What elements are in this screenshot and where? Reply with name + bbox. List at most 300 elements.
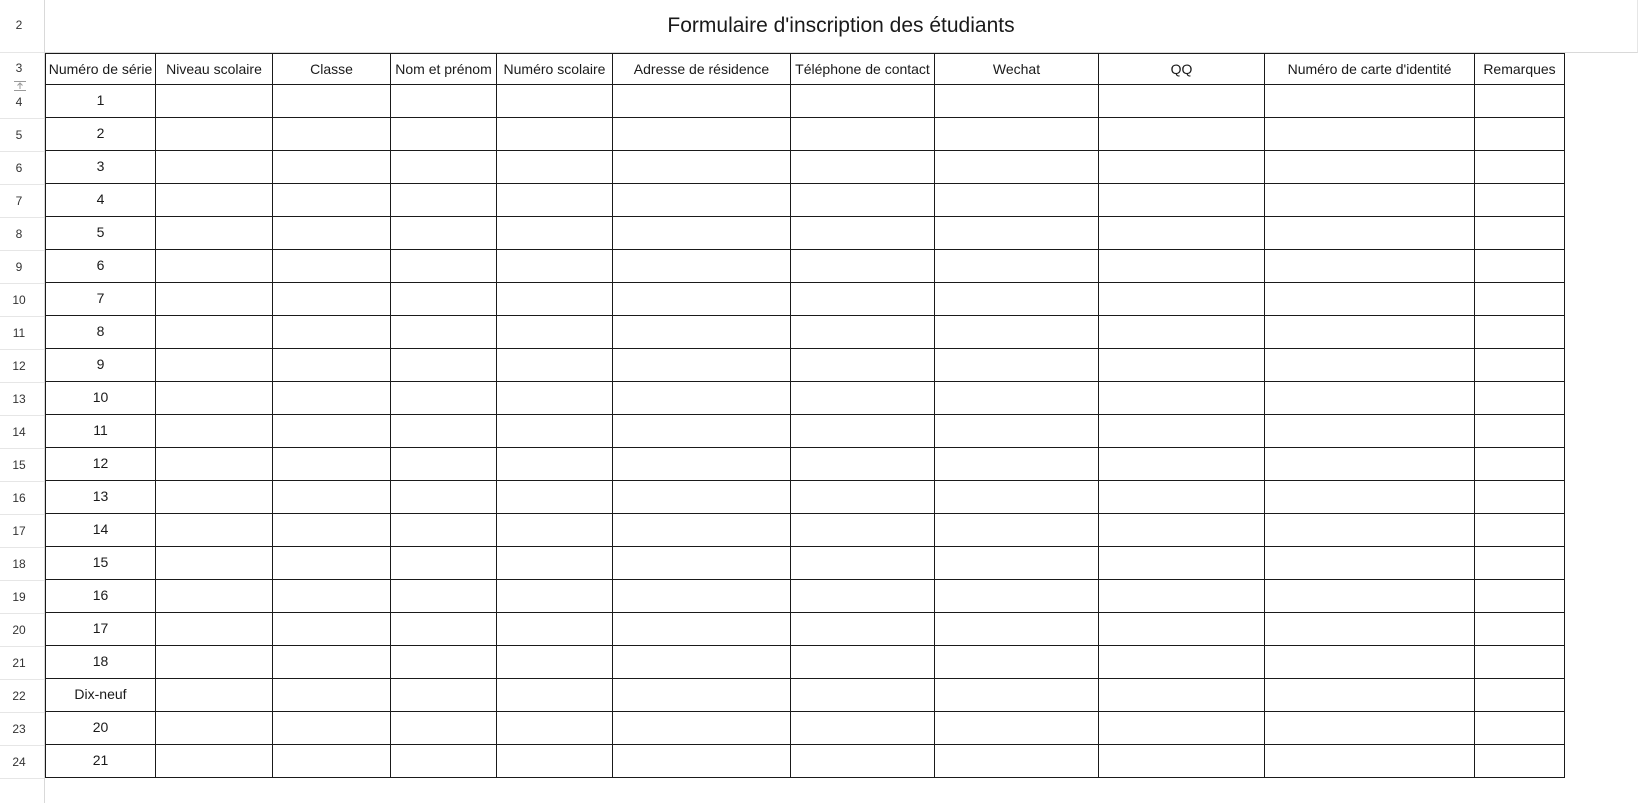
serial-number: 1: [96, 92, 105, 108]
serial-number-cell[interactable]: [45, 679, 156, 712]
table-cell[interactable]: [791, 481, 935, 514]
table-cell[interactable]: [156, 547, 273, 580]
serial-number: Dix-neuf: [74, 686, 127, 702]
table-cell[interactable]: [273, 514, 391, 547]
column-header-label: Numéro scolaire: [503, 61, 606, 77]
row-number[interactable]: 13: [12, 391, 26, 406]
row-number[interactable]: 6: [15, 160, 23, 175]
table-cell[interactable]: [391, 646, 497, 679]
table-cell[interactable]: [935, 613, 1099, 646]
table-cell[interactable]: [273, 613, 391, 646]
row-number[interactable]: 21: [12, 655, 26, 670]
table-cell[interactable]: [497, 151, 613, 184]
table-cell[interactable]: [273, 679, 391, 712]
table-cell[interactable]: [1265, 646, 1475, 679]
table-cell[interactable]: [497, 613, 613, 646]
table-cell[interactable]: [613, 481, 791, 514]
table-cell[interactable]: [391, 415, 497, 448]
table-cell[interactable]: [156, 316, 273, 349]
table-cell[interactable]: [935, 316, 1099, 349]
table-cell[interactable]: [613, 184, 791, 217]
table-cell[interactable]: [391, 184, 497, 217]
table-cell[interactable]: [1099, 481, 1265, 514]
column-header[interactable]: [45, 53, 156, 85]
table-cell[interactable]: [791, 613, 935, 646]
table-cell[interactable]: [1099, 448, 1265, 481]
row-number[interactable]: 9: [15, 259, 23, 274]
table-cell[interactable]: [391, 349, 497, 382]
column-header[interactable]: [791, 53, 935, 85]
table-cell[interactable]: [391, 712, 497, 745]
table-cell[interactable]: [497, 514, 613, 547]
table-cell[interactable]: [391, 481, 497, 514]
table-cell[interactable]: [497, 217, 613, 250]
table-cell[interactable]: [1475, 679, 1565, 712]
serial-number-cell[interactable]: [45, 580, 156, 613]
table-cell[interactable]: [391, 448, 497, 481]
table-cell[interactable]: [1099, 217, 1265, 250]
row-number[interactable]: 22: [12, 688, 26, 703]
table-cell[interactable]: [156, 514, 273, 547]
table-cell[interactable]: [273, 349, 391, 382]
sheet-title[interactable]: Formulaire d'inscription des étudiants: [667, 14, 1015, 37]
table-cell[interactable]: [497, 745, 613, 778]
table-cell[interactable]: [791, 745, 935, 778]
table-cell[interactable]: [791, 217, 935, 250]
table-cell[interactable]: [156, 415, 273, 448]
table-cell[interactable]: [156, 448, 273, 481]
row-number[interactable]: 2: [15, 18, 23, 32]
table-cell[interactable]: [935, 547, 1099, 580]
serial-number: 5: [96, 224, 105, 240]
table-cell[interactable]: [1475, 481, 1565, 514]
table-cell[interactable]: [935, 382, 1099, 415]
table-cell[interactable]: [1099, 646, 1265, 679]
row-number[interactable]: 7: [15, 193, 23, 208]
row-number[interactable]: 20: [12, 622, 26, 637]
table-cell[interactable]: [273, 415, 391, 448]
table-cell[interactable]: [273, 250, 391, 283]
serial-number-cell[interactable]: [45, 85, 156, 118]
table-cell[interactable]: [391, 679, 497, 712]
table-cell[interactable]: [791, 151, 935, 184]
serial-number-cell[interactable]: [45, 613, 156, 646]
column-header[interactable]: [497, 53, 613, 85]
table-cell[interactable]: [1475, 613, 1565, 646]
column-header[interactable]: [156, 53, 273, 85]
table-cell[interactable]: [791, 250, 935, 283]
serial-number: 20: [92, 719, 109, 735]
serial-number: 6: [96, 257, 105, 273]
table-cell[interactable]: [613, 448, 791, 481]
table-cell[interactable]: [613, 580, 791, 613]
serial-number: 13: [92, 488, 109, 504]
table-cell[interactable]: [1475, 283, 1565, 316]
gutter-divider: [0, 448, 44, 449]
table-cell[interactable]: [497, 481, 613, 514]
table-cell[interactable]: [497, 382, 613, 415]
table-cell[interactable]: [935, 118, 1099, 151]
gutter-divider: [0, 250, 44, 251]
table-cell[interactable]: [791, 283, 935, 316]
table-cell[interactable]: [273, 448, 391, 481]
gutter-divider: [0, 580, 44, 581]
table-cell[interactable]: [1099, 184, 1265, 217]
table-cell[interactable]: [497, 85, 613, 118]
row-number[interactable]: 19: [12, 589, 26, 604]
table-cell[interactable]: [156, 481, 273, 514]
table-cell[interactable]: [273, 118, 391, 151]
serial-number-cell[interactable]: [45, 745, 156, 778]
column-header[interactable]: [1265, 53, 1475, 85]
table-cell[interactable]: [497, 580, 613, 613]
table-cell[interactable]: [935, 217, 1099, 250]
serial-number-cell[interactable]: [45, 118, 156, 151]
table-cell[interactable]: [1475, 745, 1565, 778]
gutter-divider: [0, 217, 44, 218]
table-cell[interactable]: [1265, 382, 1475, 415]
table-cell[interactable]: [497, 118, 613, 151]
table-cell[interactable]: [1265, 349, 1475, 382]
table-cell[interactable]: [497, 646, 613, 679]
row-number[interactable]: 10: [12, 292, 26, 307]
row-number[interactable]: 8: [15, 226, 23, 241]
table-cell[interactable]: [391, 514, 497, 547]
column-header[interactable]: [935, 53, 1099, 85]
table-cell[interactable]: [613, 646, 791, 679]
table-cell[interactable]: [791, 448, 935, 481]
column-header-label: Classe: [310, 61, 353, 77]
table-cell[interactable]: [791, 184, 935, 217]
table-cell[interactable]: [273, 85, 391, 118]
serial-number-cell[interactable]: [45, 547, 156, 580]
row-number[interactable]: 18: [12, 556, 26, 571]
table-cell[interactable]: [391, 382, 497, 415]
table-cell[interactable]: [156, 118, 273, 151]
row-number[interactable]: 15: [12, 457, 26, 472]
table-cell[interactable]: [156, 283, 273, 316]
table-cell[interactable]: [613, 85, 791, 118]
table-cell[interactable]: [613, 382, 791, 415]
table-cell[interactable]: [791, 514, 935, 547]
table-cell[interactable]: [935, 283, 1099, 316]
gutter-divider: [0, 679, 44, 680]
table-cell[interactable]: [497, 547, 613, 580]
column-header[interactable]: [613, 53, 791, 85]
serial-number-cell[interactable]: [45, 184, 156, 217]
row-number[interactable]: 23: [12, 721, 26, 736]
serial-number: 16: [92, 587, 109, 603]
serial-number: 9: [96, 356, 105, 372]
column-header-label: Numéro de carte d'identité: [1287, 61, 1452, 77]
table-cell[interactable]: [1265, 250, 1475, 283]
table-cell[interactable]: [273, 283, 391, 316]
table-cell[interactable]: [156, 151, 273, 184]
table-cell[interactable]: [497, 250, 613, 283]
serial-number-cell[interactable]: [45, 217, 156, 250]
serial-number-cell[interactable]: [45, 349, 156, 382]
row-number[interactable]: 3: [15, 61, 23, 75]
table-cell[interactable]: [613, 217, 791, 250]
table-cell[interactable]: [1475, 184, 1565, 217]
table-cell[interactable]: [1265, 217, 1475, 250]
table-cell[interactable]: [391, 85, 497, 118]
table-cell[interactable]: [391, 217, 497, 250]
table-cell[interactable]: [1099, 151, 1265, 184]
gutter-divider: [0, 547, 44, 548]
table-cell[interactable]: [613, 712, 791, 745]
row-number[interactable]: 11: [12, 325, 26, 340]
serial-number: 3: [96, 158, 105, 174]
table-cell[interactable]: [613, 250, 791, 283]
table-cell[interactable]: [497, 349, 613, 382]
table-cell[interactable]: [935, 514, 1099, 547]
table-cell[interactable]: [1475, 646, 1565, 679]
table-cell[interactable]: [1099, 250, 1265, 283]
table-cell[interactable]: [1099, 85, 1265, 118]
table-cell[interactable]: [791, 118, 935, 151]
serial-number: 11: [93, 422, 108, 438]
freeze-rows-icon[interactable]: [13, 80, 27, 92]
gutter-divider: [0, 382, 44, 383]
table-cell[interactable]: [156, 349, 273, 382]
table-cell[interactable]: [935, 646, 1099, 679]
table-cell[interactable]: [1265, 547, 1475, 580]
table-cell[interactable]: [1475, 448, 1565, 481]
table-cell[interactable]: [1265, 184, 1475, 217]
table-cell[interactable]: [613, 316, 791, 349]
table-cell[interactable]: [791, 679, 935, 712]
table-cell[interactable]: [156, 217, 273, 250]
table-cell[interactable]: [273, 745, 391, 778]
table-cell[interactable]: [156, 646, 273, 679]
table-cell[interactable]: [1099, 514, 1265, 547]
table-cell[interactable]: [1265, 679, 1475, 712]
table-cell[interactable]: [935, 415, 1099, 448]
table-cell[interactable]: [1475, 316, 1565, 349]
serial-number-cell[interactable]: [45, 448, 156, 481]
gutter-divider: [0, 712, 44, 713]
table-cell[interactable]: [156, 382, 273, 415]
gutter-divider: [0, 283, 44, 284]
table-cell[interactable]: [1099, 415, 1265, 448]
table-cell[interactable]: [156, 580, 273, 613]
row-number[interactable]: 17: [12, 523, 26, 538]
table-cell[interactable]: [1099, 349, 1265, 382]
table-cell[interactable]: [1475, 415, 1565, 448]
table-cell[interactable]: [613, 745, 791, 778]
table-cell[interactable]: [613, 118, 791, 151]
table-cell[interactable]: [1265, 481, 1475, 514]
table-cell[interactable]: [497, 184, 613, 217]
table-cell[interactable]: [935, 679, 1099, 712]
table-cell[interactable]: [1475, 151, 1565, 184]
table-cell[interactable]: [791, 316, 935, 349]
table-cell[interactable]: [273, 580, 391, 613]
table-cell[interactable]: [791, 547, 935, 580]
gutter-divider: [0, 745, 44, 746]
table-cell[interactable]: [1475, 85, 1565, 118]
table-cell[interactable]: [497, 448, 613, 481]
table-cell[interactable]: [935, 250, 1099, 283]
table-cell[interactable]: [391, 118, 497, 151]
row-number[interactable]: 16: [12, 490, 26, 505]
table-cell[interactable]: [613, 415, 791, 448]
table-cell[interactable]: [1475, 580, 1565, 613]
table-cell[interactable]: [391, 547, 497, 580]
row-number[interactable]: 12: [12, 358, 26, 373]
table-cell[interactable]: [156, 184, 273, 217]
table-cell[interactable]: [1265, 580, 1475, 613]
table-cell[interactable]: [1475, 382, 1565, 415]
table-cell[interactable]: [791, 712, 935, 745]
column-header-label: Niveau scolaire: [166, 61, 262, 77]
table-cell[interactable]: [273, 547, 391, 580]
table-cell[interactable]: [1265, 151, 1475, 184]
table-cell[interactable]: [613, 679, 791, 712]
table-cell[interactable]: [273, 217, 391, 250]
serial-number-cell[interactable]: [45, 283, 156, 316]
table-cell[interactable]: [391, 283, 497, 316]
serial-number: 2: [96, 125, 105, 141]
gutter-divider: [0, 118, 44, 119]
table-cell[interactable]: [497, 283, 613, 316]
table-cell[interactable]: [156, 85, 273, 118]
table-cell[interactable]: [613, 547, 791, 580]
table-cell[interactable]: [613, 283, 791, 316]
row-number[interactable]: 24: [12, 754, 26, 769]
column-header[interactable]: [391, 53, 497, 85]
table-cell[interactable]: [391, 250, 497, 283]
serial-number-cell[interactable]: [45, 151, 156, 184]
gutter-divider: [0, 514, 44, 515]
serial-number-cell[interactable]: [45, 250, 156, 283]
table-cell[interactable]: [1099, 679, 1265, 712]
table-cell[interactable]: [613, 514, 791, 547]
table-cell[interactable]: [613, 151, 791, 184]
serial-number-cell[interactable]: [45, 415, 156, 448]
row-number[interactable]: 14: [12, 424, 26, 439]
table-cell[interactable]: [156, 745, 273, 778]
table-cell[interactable]: [391, 316, 497, 349]
table-cell[interactable]: [273, 151, 391, 184]
serial-number: 21: [92, 752, 109, 768]
table-cell[interactable]: [935, 580, 1099, 613]
table-cell[interactable]: [1265, 85, 1475, 118]
row-number[interactable]: 4: [15, 94, 23, 109]
table-cell[interactable]: [935, 184, 1099, 217]
table-cell[interactable]: [935, 745, 1099, 778]
table-cell[interactable]: [156, 679, 273, 712]
table-cell[interactable]: [273, 184, 391, 217]
table-cell[interactable]: [1265, 283, 1475, 316]
table-cell[interactable]: [273, 481, 391, 514]
table-cell[interactable]: [391, 745, 497, 778]
table-cell[interactable]: [273, 382, 391, 415]
column-header[interactable]: [1099, 53, 1265, 85]
table-cell[interactable]: [791, 646, 935, 679]
serial-number: 4: [96, 191, 105, 207]
table-cell[interactable]: [791, 85, 935, 118]
table-cell[interactable]: [273, 646, 391, 679]
table-cell[interactable]: [1099, 712, 1265, 745]
table-cell[interactable]: [391, 580, 497, 613]
table-cell[interactable]: [1099, 613, 1265, 646]
table-cell[interactable]: [935, 349, 1099, 382]
table-cell[interactable]: [273, 712, 391, 745]
table-cell[interactable]: [1265, 316, 1475, 349]
table-cell[interactable]: [497, 316, 613, 349]
table-cell[interactable]: [1099, 547, 1265, 580]
table-cell[interactable]: [1265, 448, 1475, 481]
table-cell[interactable]: [613, 349, 791, 382]
table-cell[interactable]: [1475, 349, 1565, 382]
table-cell[interactable]: [791, 382, 935, 415]
table-cell[interactable]: [1099, 283, 1265, 316]
table-cell[interactable]: [1099, 745, 1265, 778]
table-cell[interactable]: [935, 448, 1099, 481]
table-cell[interactable]: [391, 151, 497, 184]
table-cell[interactable]: [791, 349, 935, 382]
gutter-divider: [0, 316, 44, 317]
table-cell[interactable]: [791, 415, 935, 448]
table-cell[interactable]: [1265, 712, 1475, 745]
serial-number-cell[interactable]: [45, 712, 156, 745]
gutter-divider: [0, 613, 44, 614]
table-cell[interactable]: [1475, 547, 1565, 580]
table-cell[interactable]: [1265, 514, 1475, 547]
table-cell[interactable]: [1265, 613, 1475, 646]
table-cell[interactable]: [156, 613, 273, 646]
table-cell[interactable]: [935, 85, 1099, 118]
serial-number-cell[interactable]: [45, 316, 156, 349]
column-header[interactable]: [273, 53, 391, 85]
serial-number: 7: [96, 290, 105, 306]
table-cell[interactable]: [613, 613, 791, 646]
table-cell[interactable]: [1475, 217, 1565, 250]
row-number[interactable]: 5: [15, 127, 23, 142]
table-cell[interactable]: [791, 580, 935, 613]
table-cell[interactable]: [273, 316, 391, 349]
table-cell[interactable]: [1099, 118, 1265, 151]
table-cell[interactable]: [1475, 118, 1565, 151]
table-cell[interactable]: [1099, 316, 1265, 349]
table-cell[interactable]: [1265, 118, 1475, 151]
table-cell[interactable]: [1475, 250, 1565, 283]
table-cell[interactable]: [497, 712, 613, 745]
table-cell[interactable]: [497, 415, 613, 448]
table-cell[interactable]: [935, 712, 1099, 745]
table-cell[interactable]: [156, 712, 273, 745]
title-row[interactable]: [45, 0, 1638, 53]
serial-number-cell[interactable]: [45, 514, 156, 547]
table-cell[interactable]: [1265, 415, 1475, 448]
table-cell[interactable]: [1099, 382, 1265, 415]
table-cell[interactable]: [497, 679, 613, 712]
serial-number-cell[interactable]: [45, 646, 156, 679]
table-cell[interactable]: [935, 151, 1099, 184]
serial-number-cell[interactable]: [45, 382, 156, 415]
serial-number-cell[interactable]: [45, 481, 156, 514]
table-cell[interactable]: [935, 481, 1099, 514]
column-header[interactable]: [1475, 53, 1565, 85]
table-cell[interactable]: [1099, 580, 1265, 613]
table-cell[interactable]: [1475, 514, 1565, 547]
table-cell[interactable]: [156, 250, 273, 283]
table-cell[interactable]: [391, 613, 497, 646]
table-cell[interactable]: [1265, 745, 1475, 778]
table-cell[interactable]: [1475, 712, 1565, 745]
